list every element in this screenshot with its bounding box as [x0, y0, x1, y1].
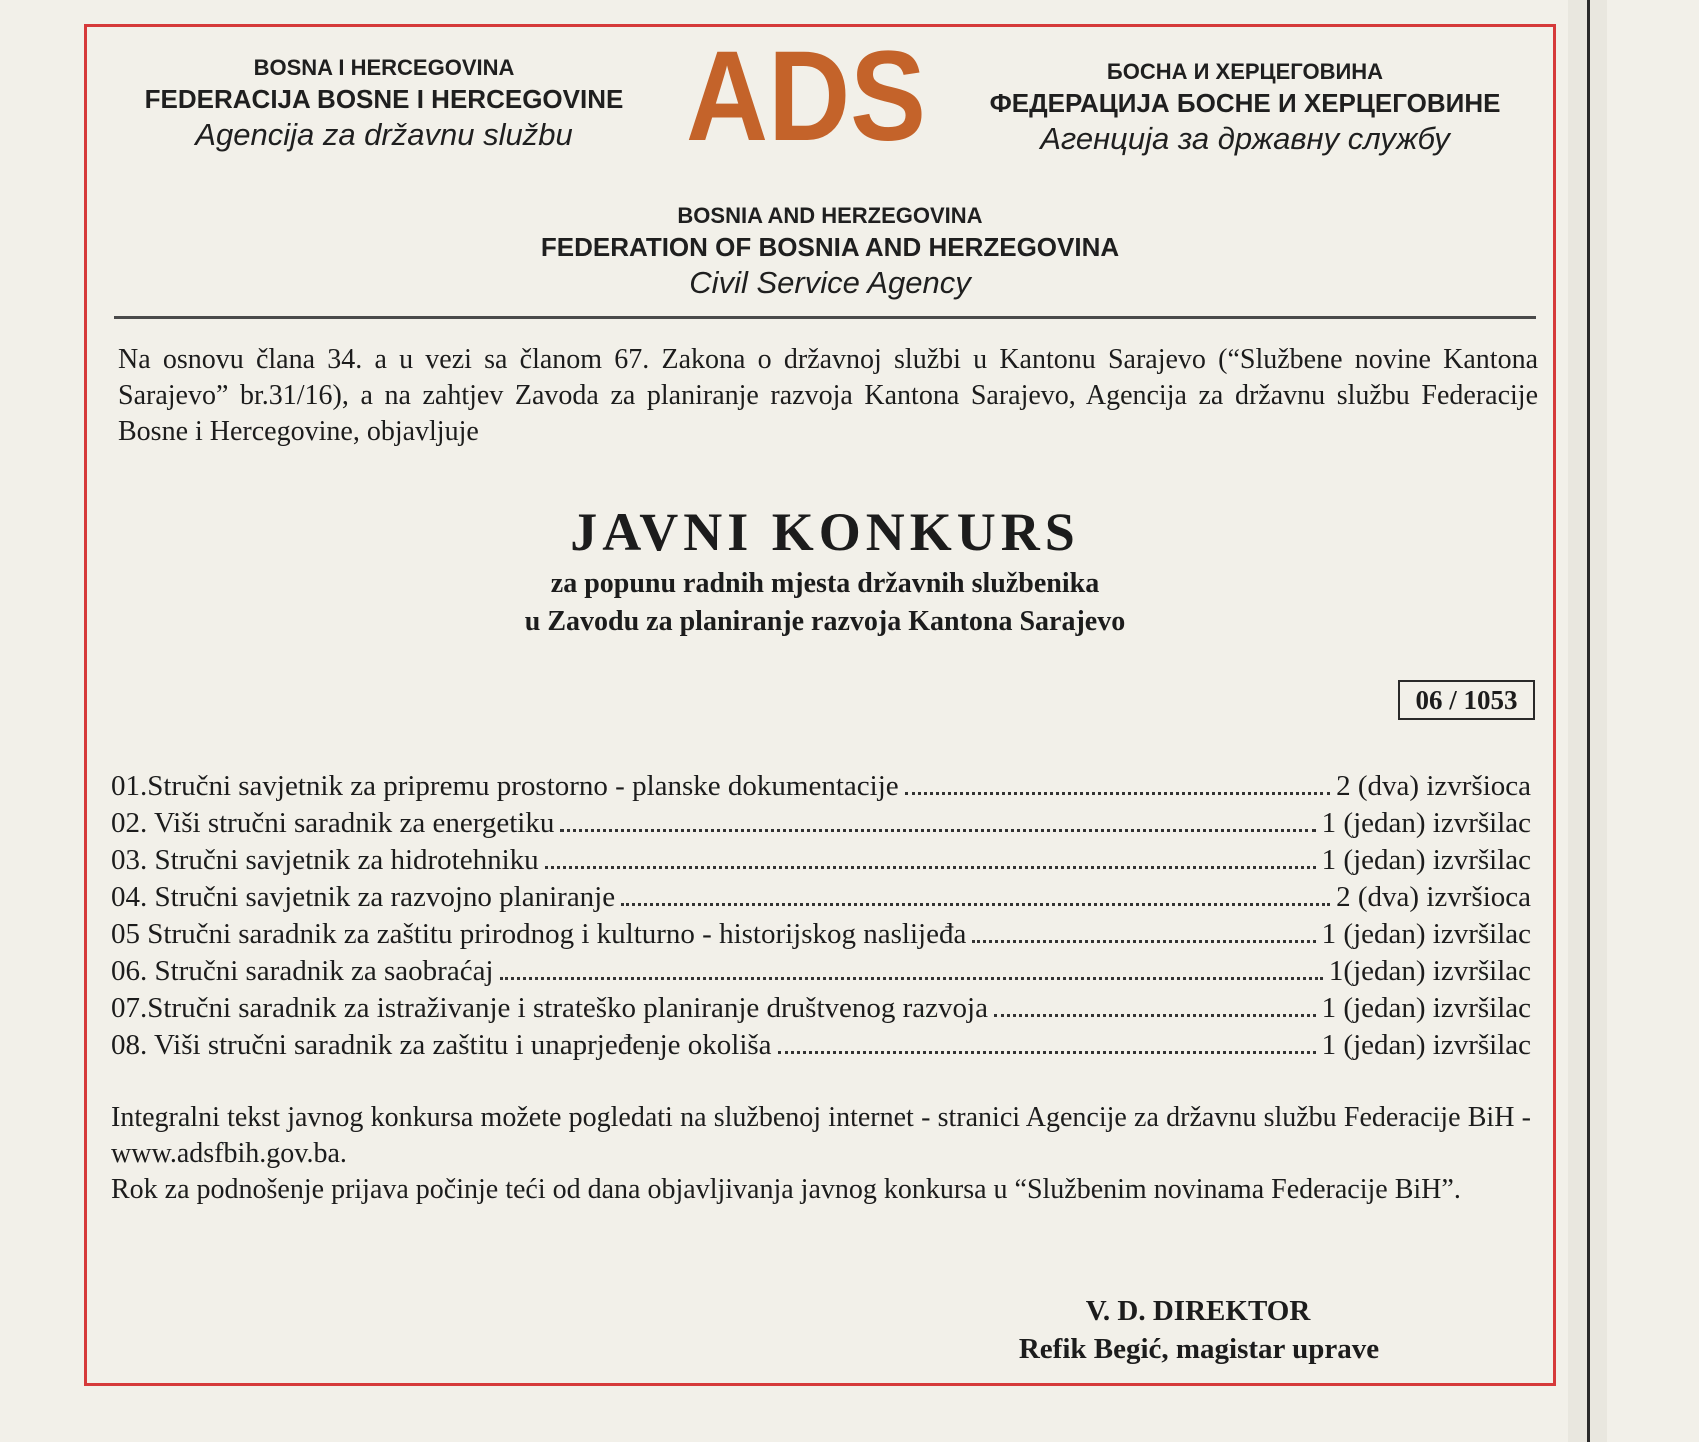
dot-leader [778, 1029, 1316, 1054]
dot-leader [560, 807, 1315, 832]
position-item [111, 1027, 1531, 1064]
dot-leader [545, 844, 1316, 869]
announcement-subtitle-2: u Zavodu za planiranje razvoja Kantona Sarajevo [524, 606, 1126, 637]
dot-leader [994, 992, 1316, 1017]
position-count: 1(jedan) izvršilac [1328, 955, 1531, 987]
position-item [111, 768, 1531, 805]
intro-paragraph: Na osnovu člana 34. a u vezi sa članom 67. Zakona o državnoj službi u Kantonu Sarajevo (“Službene novine Kantona Sarajevo” br.31/16), a na zahtjev Zavoda za planiranje razvoja Kantona Sarajevo, Agencija za državnu službu Federacije Bosne i Hercegovine, objavljuje [118, 344, 1538, 447]
position-count: 1 (jedan) izvršilac [1321, 992, 1531, 1024]
position-title: 02. Viši stručni saradnik za energetiku [111, 807, 555, 839]
header-latin-federation: FEDERACIJA BOSNE I HERCEGOVINE [144, 84, 624, 114]
adjacent-page-edge [1568, 0, 1607, 1442]
position-item [111, 805, 1531, 842]
header-english-country: BOSNIA AND HERZEGOVINA [677, 203, 983, 228]
header-cyrillic-country: БОСНА И ХЕРЦЕГОВИНА [1106, 59, 1384, 84]
position-title: 05 Stručni saradnik za zaštitu prirodnog i kulturno - historijskog naslijeđa [111, 918, 967, 950]
position-count: 2 (dva) izvršioca [1336, 770, 1531, 802]
closing-text [111, 1100, 1531, 1208]
position-count: 2 (dva) izvršioca [1336, 881, 1531, 913]
position-count: 1 (jedan) izvršilac [1321, 844, 1531, 876]
announcement-subtitle-1: za popunu radnih mjesta državnih službenika [550, 568, 1100, 599]
header-latin-agency: Agencija za državnu službu [195, 117, 573, 152]
position-title: 01.Stručni savjetnik za pripremu prostorno - planske dokumentacije [111, 770, 899, 802]
dot-leader [621, 881, 1330, 906]
position-title: 03. Stručni savjetnik za hidrotehniku [111, 844, 539, 876]
signature-role: V. D. DIREKTOR [1085, 1295, 1311, 1327]
header-latin [122, 54, 646, 154]
position-title: 06. Stručni saradnik za saobraćaj [111, 955, 494, 987]
position-title: 08. Viši stručni saradnik za zaštitu i unaprjeđenje okoliša [111, 1029, 772, 1061]
ads-logo-text: ADS [686, 25, 926, 168]
header-english-federation: FEDERATION OF BOSNIA AND HERZEGOVINA [540, 232, 1120, 262]
position-count: 1 (jedan) izvršilac [1321, 807, 1531, 839]
position-count: 1 (jedan) izvršilac [1321, 1029, 1531, 1061]
closing-paragraph-deadline: Rok za podnošenje prijava počinje teći od dana objavljivanja javnog konkursa u “Službenim novinama Federacije BiH”. [111, 1174, 1461, 1205]
header-cyrillic-agency: Агенција за државну службу [1040, 121, 1450, 156]
header-english [500, 202, 1160, 302]
header-divider [114, 316, 1536, 319]
header-latin-country: BOSNA I HERCEGOVINA [253, 55, 515, 80]
position-item [111, 842, 1531, 879]
page-fold-line [1587, 0, 1590, 1442]
position-item [111, 879, 1531, 916]
position-count: 1 (jedan) izvršilac [1321, 918, 1531, 950]
position-item [111, 953, 1531, 990]
dot-leader [972, 918, 1315, 943]
dot-leader [905, 770, 1331, 795]
position-item [111, 990, 1531, 1027]
header-english-agency: Civil Service Agency [689, 265, 971, 300]
position-title: 04. Stručni savjetnik za razvojno planiranje [111, 881, 616, 913]
signature-name: Refik Begić, magistar uprave [1018, 1333, 1380, 1365]
ads-logo [683, 25, 929, 168]
position-title: 07.Stručni saradnik za istraživanje i strateško planiranje društvenog razvoja [111, 992, 988, 1024]
header-cyrillic [960, 58, 1530, 158]
positions-list [111, 768, 1531, 1064]
announcement-title: JAVNI KONKURS [570, 502, 1080, 562]
reference-number-box: 06 / 1053 [1398, 680, 1535, 720]
header-cyrillic-federation: ФЕДЕРАЦИЈА БОСНЕ И ХЕРЦЕГОВИНЕ [989, 88, 1501, 118]
position-item [111, 916, 1531, 953]
closing-paragraph-website: Integralni tekst javnog konkursa možete pogledati na službenoj internet - stranici Agencije za državnu službu Federacije BiH - www.adsfbih.gov.ba. [111, 1102, 1531, 1169]
dot-leader [500, 955, 1323, 980]
